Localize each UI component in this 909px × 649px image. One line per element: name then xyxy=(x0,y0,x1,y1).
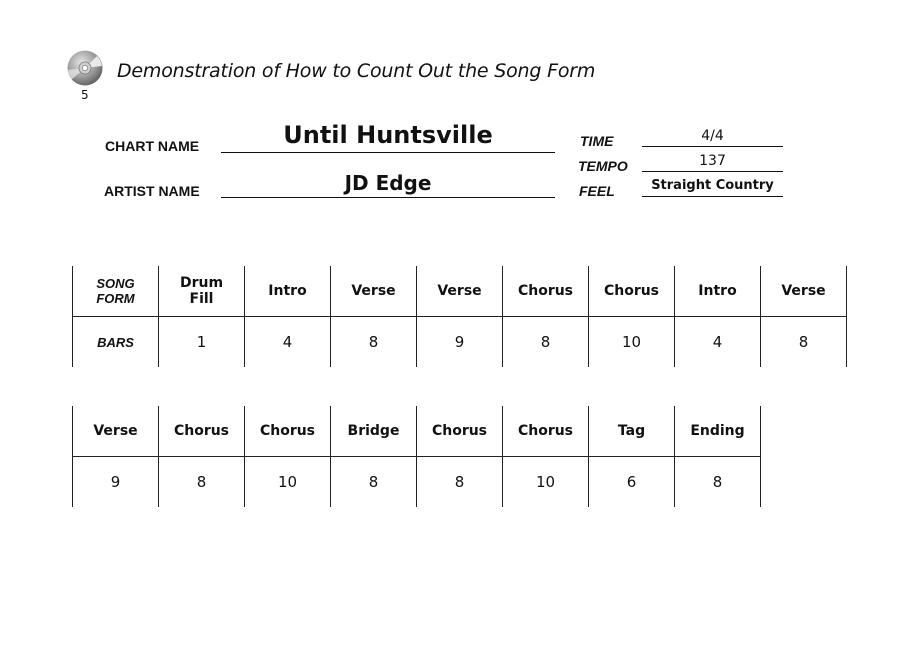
section-name: Intro xyxy=(675,266,761,317)
section-name: Intro xyxy=(245,266,331,317)
section-name: Verse xyxy=(331,266,417,317)
section-name: Verse xyxy=(417,266,503,317)
artist-name-value: JD Edge xyxy=(221,170,555,198)
song-form-label: SONG FORM xyxy=(73,266,159,317)
song-form-table-2 xyxy=(72,406,761,507)
bar-count: 8 xyxy=(761,317,847,368)
bars-row xyxy=(73,317,847,368)
page-title: Demonstration of How to Count Out the Song Form xyxy=(117,60,596,82)
bar-count: 8 xyxy=(331,317,417,368)
tempo-value: 137 xyxy=(642,151,783,172)
section-name: Chorus xyxy=(503,406,589,457)
section-name: Verse xyxy=(73,406,159,457)
bar-count: 4 xyxy=(675,317,761,368)
bar-count: 10 xyxy=(589,317,675,368)
section-name: Drum Fill xyxy=(159,266,245,317)
section-name: Chorus xyxy=(159,406,245,457)
cd-icon xyxy=(67,50,103,86)
time-value: 4/4 xyxy=(642,126,783,147)
bar-count: 1 xyxy=(159,317,245,368)
song-form-table-1 xyxy=(72,266,847,367)
bar-count: 4 xyxy=(245,317,331,368)
artist-name-label: ARTIST NAME xyxy=(104,183,200,199)
bars-row xyxy=(73,457,761,508)
time-label: TIME xyxy=(580,133,614,149)
bar-count: 9 xyxy=(417,317,503,368)
tempo-label: TEMPO xyxy=(578,158,628,174)
section-name: Chorus xyxy=(589,266,675,317)
chart-name-label: CHART NAME xyxy=(105,138,200,154)
feel-label: FEEL xyxy=(579,183,615,199)
bar-count: 8 xyxy=(675,457,761,508)
bars-label: BARS xyxy=(73,317,159,368)
section-name: Ending xyxy=(675,406,761,457)
bar-count: 10 xyxy=(503,457,589,508)
section-name: Verse xyxy=(761,266,847,317)
bar-count: 6 xyxy=(589,457,675,508)
song-form-row xyxy=(73,406,761,457)
bar-count: 8 xyxy=(159,457,245,508)
song-form-row xyxy=(73,266,847,317)
section-name: Chorus xyxy=(417,406,503,457)
bar-count: 8 xyxy=(503,317,589,368)
track-number: 5 xyxy=(81,88,89,102)
section-name: Chorus xyxy=(503,266,589,317)
bar-count: 9 xyxy=(73,457,159,508)
section-name: Chorus xyxy=(245,406,331,457)
section-name: Tag xyxy=(589,406,675,457)
section-name: Bridge xyxy=(331,406,417,457)
bar-count: 8 xyxy=(331,457,417,508)
chart-name-value: Until Huntsville xyxy=(221,118,555,153)
bar-count: 8 xyxy=(417,457,503,508)
feel-value: Straight Country xyxy=(642,175,783,197)
bar-count: 10 xyxy=(245,457,331,508)
